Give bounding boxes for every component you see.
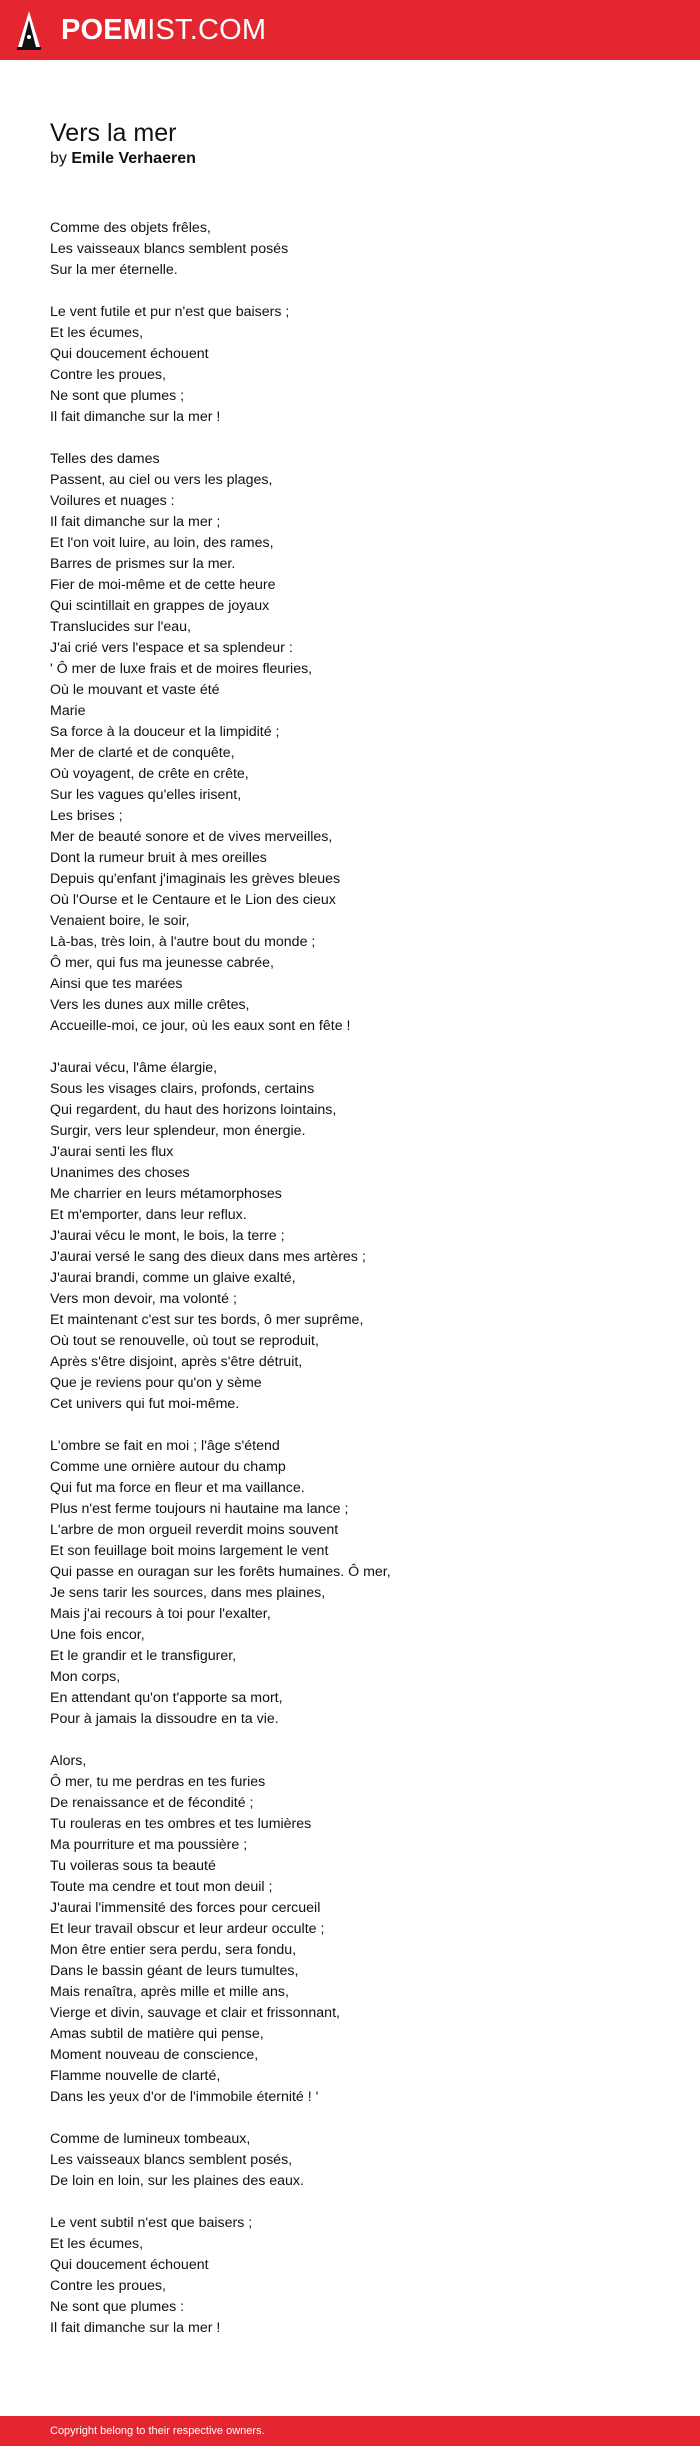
poem-line: Amas subtil de matière qui pense, [50,2026,264,2042]
poem-line: Sur les vagues qu'elles irisent, [50,787,242,803]
poem-line: Je sens tarir les sources, dans mes plaines, [50,1585,326,1601]
site-header [0,0,700,60]
poem-line: Dans les yeux d'or de l'immobile éternité ! ' [50,2089,319,2105]
poem-line: Sur la mer éternelle. [50,262,178,278]
poem-line: Mais renaîtra, après mille et mille ans, [50,1984,289,2000]
by-label: by [50,150,67,167]
poem-line: Moment nouveau de conscience, [50,2047,259,2063]
poem-line: Il fait dimanche sur la mer ! [50,2320,221,2336]
poem-line: Les vaisseaux blancs semblent posés, [50,2152,293,2168]
poem-line: Une fois encor, [50,1627,145,1643]
poem-line: Plus n'est ferme toujours ni hautaine ma lance ; [50,1501,349,1517]
poem-line: Translucides sur l'eau, [50,619,191,635]
poem-line: Contre les proues, [50,367,166,383]
poem-line: Où l'Ourse et le Centaure et le Lion des cieux [50,892,336,908]
poem-line: Marie [50,703,86,719]
poem-line: J'aurai vécu, l'âme élargie, [50,1060,218,1076]
site-footer [0,2416,700,2446]
brand-rest: IST.COM [147,14,267,46]
poem-line: Pour à jamais la dissoudre en ta vie. [50,1711,279,1727]
poem-line: Mer de clarté et de conquête, [50,745,235,761]
poem-line: Voilures et nuages : [50,493,175,509]
poem-line: Telles des dames [50,451,160,467]
poem-line: Qui regardent, du haut des horizons lointains, [50,1102,337,1118]
poem-line: L'ombre se fait en moi ; l'âge s'étend [50,1438,280,1454]
poem-line: Contre les proues, [50,2278,166,2294]
stanza [50,449,670,1037]
poem-line: Et les écumes, [50,325,144,341]
poem-line: J'ai crié vers l'espace et sa splendeur : [50,640,293,656]
poem-line: J'aurai versé le sang des dieux dans mes artères ; [50,1249,366,1265]
poem-line: Mon être entier sera perdu, sera fondu, [50,1942,297,1958]
byline [50,149,196,169]
poem-body [50,218,670,2360]
poem-line: J'aurai brandi, comme un glaive exalté, [50,1270,296,1286]
poem-line: Le vent futile et pur n'est que baisers ; [50,304,290,320]
stanza [50,302,670,428]
poem-line: Il fait dimanche sur la mer ! [50,409,221,425]
poem-line: Que je reviens pour qu'on y sème [50,1375,262,1391]
poem-line: Qui fut ma force en fleur et ma vaillance. [50,1480,305,1496]
poem-line: Cet univers qui fut moi-même. [50,1396,240,1412]
poem-line: Vers mon devoir, ma volonté ; [50,1291,237,1307]
brand-bold: POEM [61,14,148,46]
poem-line: Et maintenant c'est sur tes bords, ô mer suprême, [50,1312,364,1328]
poem-title: Vers la mer [50,119,177,147]
poem-line: Accueille-moi, ce jour, où les eaux sont en fête ! [50,1018,351,1034]
poem-line: Ma pourriture et ma poussière ; [50,1837,248,1853]
poem-line: Tu voileras sous ta beauté [50,1858,216,1874]
stanza [50,2129,670,2192]
poem-line: Qui passe en ouragan sur les forêts humaines. Ô mer, [50,1564,391,1580]
poem-line: Surgir, vers leur splendeur, mon énergie. [50,1123,306,1139]
poem-line: Mer de beauté sonore et de vives merveilles, [50,829,333,845]
poem-line: Là-bas, très loin, à l'autre bout du monde ; [50,934,316,950]
poem-line: Passent, au ciel ou vers les plages, [50,472,273,488]
poem-line: Les vaisseaux blancs semblent posés [50,241,289,257]
poem-line: Après s'être disjoint, après s'être détruit, [50,1354,303,1370]
stanza [50,1436,670,1730]
poem-line: De loin en loin, sur les plaines des eaux. [50,2173,304,2189]
poem-line: Ô mer, tu me perdras en tes furies [50,1774,266,1790]
site-logo-text[interactable] [61,13,266,47]
poem-line: L'arbre de mon orgueil reverdit moins souvent [50,1522,339,1538]
poem-line: Ne sont que plumes : [50,2299,185,2315]
poem-line: Et les écumes, [50,2236,144,2252]
poem-line: Unanimes des choses [50,1165,190,1181]
stanza [50,2213,670,2339]
poem-line: J'aurai l'immensité des forces pour cercueil [50,1900,321,1916]
poem-line: Venaient boire, le soir, [50,913,190,929]
poem-line: Et m'emporter, dans leur reflux. [50,1207,247,1223]
poem-line: Qui doucement échouent [50,2257,209,2273]
poem-line: Qui scintillait en grappes de joyaux [50,598,270,614]
poem-line: Toute ma cendre et tout mon deuil ; [50,1879,273,1895]
author-name: Emile Verhaeren [71,150,196,167]
poem-line: Et leur travail obscur et leur ardeur occulte ; [50,1921,325,1937]
poem-line: Qui doucement échouent [50,346,209,362]
poem-line: Alors, [50,1753,87,1769]
poem-line: Mon corps, [50,1669,121,1685]
poem-line: Ainsi que tes marées [50,976,183,992]
poem-line: Ne sont que plumes ; [50,388,185,404]
poem-line: Barres de prismes sur la mer. [50,556,236,572]
poem-line: Où le mouvant et vaste été [50,682,220,698]
poem-line: Comme des objets frêles, [50,220,211,236]
copyright-text: Copyright belong to their respective owners. [50,2425,265,2437]
poem-line: Mais j'ai recours à toi pour l'exalter, [50,1606,271,1622]
poem-line: Comme de lumineux tombeaux, [50,2131,251,2147]
poem-line: Depuis qu'enfant j'imaginais les grèves bleues [50,871,341,887]
poem-line: Le vent subtil n'est que baisers ; [50,2215,253,2231]
stanza [50,1751,670,2108]
stanza [50,218,670,281]
poem-line: Où tout se renouvelle, où tout se reproduit, [50,1333,319,1349]
poem-line: Me charrier en leurs métamorphoses [50,1186,282,1202]
poem-line: Il fait dimanche sur la mer ; [50,514,221,530]
poem-line: Sous les visages clairs, profonds, certains [50,1081,315,1097]
poem-line: J'aurai senti les flux [50,1144,174,1160]
poem-line: Comme une ornière autour du champ [50,1459,286,1475]
poem-line: Et le grandir et le transfigurer, [50,1648,237,1664]
poem-line: Fier de moi-même et de cette heure [50,577,276,593]
poem-line: Où voyagent, de crête en crête, [50,766,249,782]
poem-line: Ô mer, qui fus ma jeunesse cabrée, [50,955,274,971]
pen-nib-icon[interactable] [17,10,41,50]
poem-line: Dont la rumeur bruit à mes oreilles [50,850,267,866]
poem-line: Et son feuillage boit moins largement le vent [50,1543,329,1559]
poem-line: Vierge et divin, sauvage et clair et frissonnant, [50,2005,340,2021]
poem-line: ' Ô mer de luxe frais et de moires fleuries, [50,661,313,677]
poem-line: Tu rouleras en tes ombres et tes lumières [50,1816,312,1832]
poem-line: Dans le bassin géant de leurs tumultes, [50,1963,299,1979]
poem-line: De renaissance et de fécondité ; [50,1795,254,1811]
stanza [50,1058,670,1415]
poem-line: Flamme nouvelle de clarté, [50,2068,221,2084]
poem-line: Et l'on voit luire, au loin, des rames, [50,535,274,551]
poem-line: Les brises ; [50,808,123,824]
poem-line: Sa force à la douceur et la limpidité ; [50,724,280,740]
poem-line: En attendant qu'on t'apporte sa mort, [50,1690,283,1706]
poem-line: J'aurai vécu le mont, le bois, la terre ; [50,1228,285,1244]
poem-line: Vers les dunes aux mille crêtes, [50,997,250,1013]
